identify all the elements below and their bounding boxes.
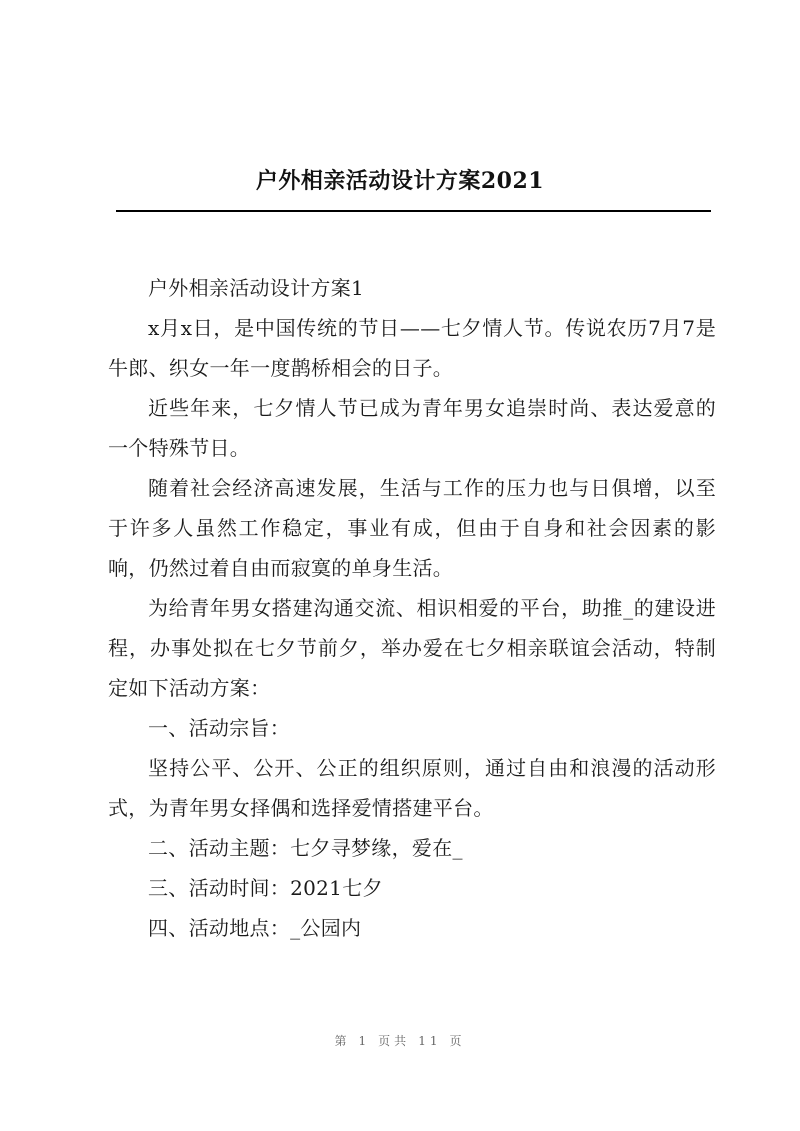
section-heading-theme: 二、活动主题：七夕寻梦缘，爱在_	[148, 836, 463, 860]
current-page-number: 1	[358, 1034, 371, 1048]
document-body	[108, 268, 716, 948]
total-pages-number: 11	[418, 1034, 442, 1048]
section-heading-purpose: 一、活动宗旨：	[148, 716, 291, 740]
paragraph: 为给青年男女搭建沟通交流、相识相爱的平台，助推_的建设进程，办事处拟在七夕节前夕，举办爱在七夕相亲联谊会活动，特制定如下活动方案：	[108, 596, 716, 700]
document-title: 户外相亲活动设计方案2021	[255, 168, 545, 194]
paragraph: 随着社会经济高速发展，生活与工作的压力也与日俱增，以至于许多人虽然工作稳定，事业有成，但由于自身和社会因素的影响，仍然过着自由而寂寞的单身生活。	[108, 476, 716, 580]
page-label-suffix: 页	[449, 1034, 466, 1048]
page-label-prefix: 第	[334, 1034, 351, 1048]
paragraph-heading: 户外相亲活动设计方案1	[148, 276, 365, 300]
paragraph: x月x日，是中国传统的节日——七夕情人节。传说农历7月7是牛郎、织女一年一度鹊桥相会的日子。	[108, 316, 716, 380]
section-heading-location: 四、活动地点：_公园内	[148, 916, 362, 940]
page-footer	[0, 1032, 800, 1049]
paragraph: 坚持公平、公开、公正的组织原则，通过自由和浪漫的活动形式，为青年男女择偶和选择爱情搭建平台。	[108, 756, 716, 820]
paragraph: 近些年来，七夕情人节已成为青年男女追崇时尚、表达爱意的一个特殊节日。	[108, 396, 716, 460]
title-underline	[116, 210, 711, 212]
section-heading-time: 三、活动时间：2021七夕	[148, 876, 383, 900]
page-label-mid: 页共	[378, 1034, 411, 1048]
